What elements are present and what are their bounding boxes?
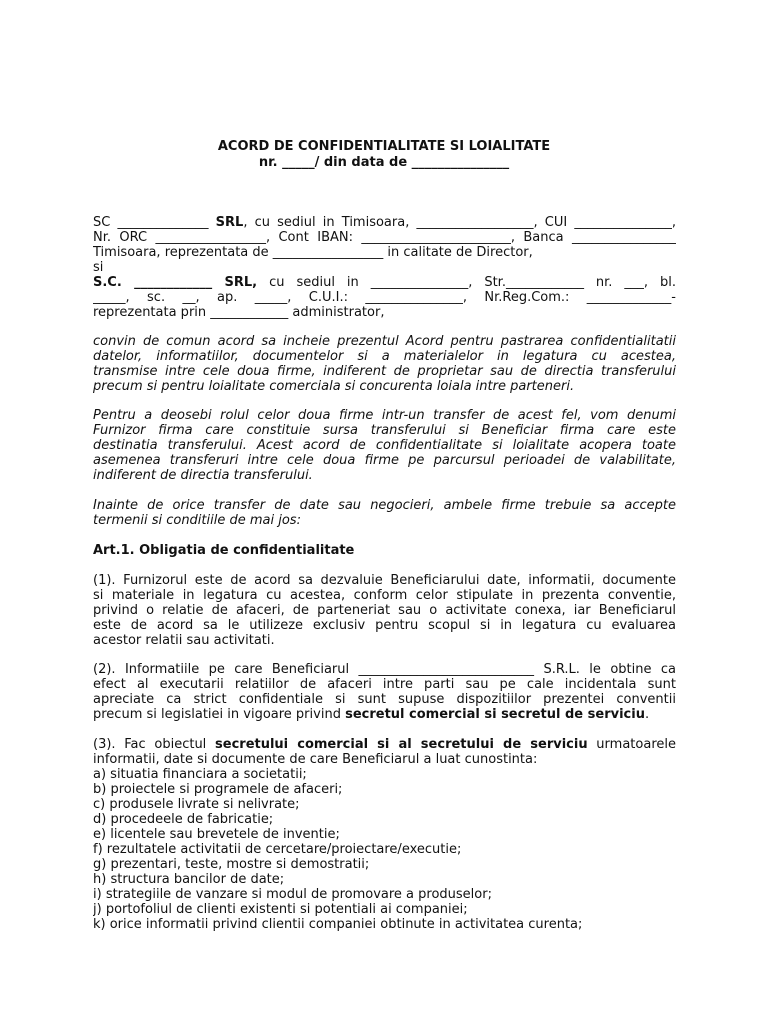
list-item: e) licentele sau brevetele de inventie; [93, 827, 340, 842]
intro-line: precum si pentru loialitate comerciala si concurenta loiala intre parteneri. [93, 379, 575, 394]
list-item: h) structura bancilor de date; [93, 872, 285, 887]
party-1-line-1: SC ______________ SRL, cu sediul in Timisoara, __________________, CUI _______________, [93, 215, 676, 230]
party-2-line-1: S.C. ____________ SRL, cu sediul in _______________, Str.____________ nr. ___, bl. [93, 275, 676, 290]
paragraph-line: si materiale in legatura cu acestea, conform celor stipulate in prezenta conventie, [93, 588, 676, 603]
roles-paragraph [93, 408, 676, 483]
party-2-line-3: reprezentata prin ____________ administrator, [93, 305, 385, 320]
roles-line: asemenea transferuri intre cele doua firme pe parcursul perioadei de valabilitate, [93, 453, 676, 468]
paragraph-line: acestor relatii sau activitati. [93, 633, 275, 648]
intro-line: datelor, informatiilor, documentelor si a materialelor in legatura cu acestea, [93, 349, 676, 364]
intro-line: convin de comun acord sa incheie prezentul Acord pentru pastrarea confidentialitatii [93, 334, 676, 349]
paragraph-line: privind o relatie de afaceri, de parteneriat sau o activitate conexa, iar Beneficiarul [93, 603, 676, 618]
party-1-line-3: Timisoara, reprezentata de _________________ in calitate de Director, [93, 245, 533, 260]
paragraph-line: (3). Fac obiectul secretului comercial si al secretului de serviciu urmatoarele [93, 737, 676, 752]
intro-paragraph [93, 334, 676, 394]
roles-line: indiferent de directia transferului. [93, 468, 313, 483]
list-item: j) portofoliul de clienti existenti si potentiali ai companiei; [93, 902, 468, 917]
roles-line: Pentru a deosebi rolul celor doua firme intr-un transfer de acest fel, vom denumi [93, 408, 676, 423]
list-item: d) procedeele de fabricatie; [93, 812, 274, 827]
list-item: k) orice informatii privind clientii companiei obtinute in activitatea curenta; [93, 917, 583, 932]
document-title: ACORD DE CONFIDENTIALITATE SI LOIALITATE [217, 139, 551, 154]
confidential-items-list [93, 767, 676, 932]
conjunction: si [93, 260, 104, 275]
paragraph-line: efect al executarii relatiilor de afaceri intre parti sau pe cale incidentala sunt [93, 677, 676, 692]
paragraph-line: informatii, date si documente de care Beneficiarul a luat cunostinta: [93, 752, 538, 767]
roles-line: Furnizor firma care constituie sursa transferului si Beneficiar firma care este [93, 423, 676, 438]
article-1-paragraph-3 [93, 737, 676, 767]
preamble-line: Inainte de orice transfer de date sau negocieri, ambele firme trebuie sa accepte [93, 498, 676, 513]
party-2-line-2: _____, sc. __, ap. _____, C.U.I.: _______________, Nr.Reg.Com.: _____________- [93, 290, 676, 305]
party-1-line-2: Nr. ORC _________________, Cont IBAN: _______________________, Banca ________________ [93, 230, 676, 245]
intro-line: transmise intre cele doua firme, indiferent de proprietar sau de directia transferului [93, 364, 676, 379]
paragraph-line: (2). Informatiile pe care Beneficiarul ___________________________ S.R.L. le obtine ca [93, 662, 676, 677]
list-item: b) proiectele si programele de afaceri; [93, 782, 343, 797]
list-item: a) situatia financiara a societatii; [93, 767, 307, 782]
list-item: i) strategiile de vanzare si modul de promovare a produselor; [93, 887, 492, 902]
article-1-heading: Art.1. Obligatia de confidentialitate [93, 543, 355, 558]
list-item: c) produsele livrate si nelivrate; [93, 797, 300, 812]
document-number-line: nr. _____/ din data de _______________ [258, 155, 510, 170]
article-1-paragraph-1 [93, 573, 676, 648]
preamble-line: termenii si conditiile de mai jos: [93, 513, 301, 528]
paragraph-line: (1). Furnizorul este de acord sa dezvaluie Beneficiarului date, informatii, documente [93, 573, 676, 588]
paragraph-line: apreciate ca strict confidentiale si sunt supuse dispozitiilor prezentei conventii [93, 692, 676, 707]
roles-line: destinatia transferului. Acest acord de confidentialitate si loialitate acopera toate [93, 438, 676, 453]
list-item: g) prezentari, teste, mostre si demostratii; [93, 857, 370, 872]
preamble-paragraph [93, 498, 676, 528]
article-1-paragraph-2 [93, 662, 676, 722]
document-header [0, 139, 768, 171]
paragraph-line: precum si legislatiei in vigoare privind secretul comercial si secretul de serviciu. [93, 707, 650, 722]
list-item: f) rezultatele activitatii de cercetare/proiectare/executie; [93, 842, 462, 857]
paragraph-line: este de acord sa le utilizeze exclusiv pentru scopul si in legatura cu evaluarea [93, 618, 676, 633]
parties-section [93, 215, 676, 320]
